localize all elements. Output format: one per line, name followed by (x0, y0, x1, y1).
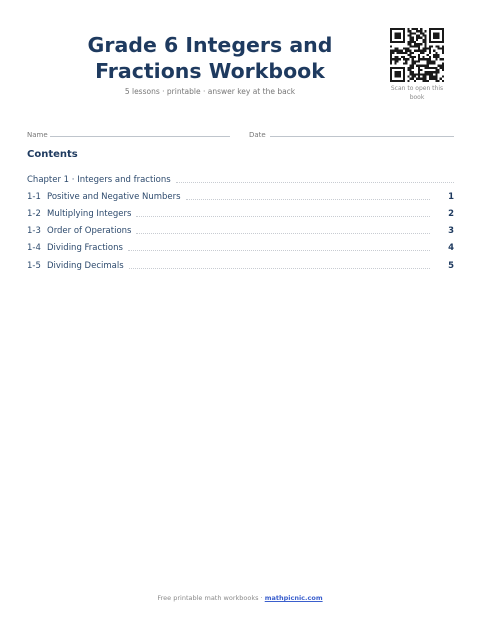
footer-link[interactable]: mathpicnic.com (264, 594, 323, 602)
toc-entry-1-1[interactable] (27, 190, 454, 202)
page-number: 4 (448, 243, 454, 253)
page-title (60, 32, 360, 84)
contents-heading: Contents (27, 149, 78, 160)
toc-entry-1-5[interactable] (27, 259, 454, 271)
toc-entry-1-2[interactable] (27, 207, 454, 219)
dotted-leader (136, 216, 430, 217)
chapter-title: Chapter 1 · Integers and fractions (27, 175, 171, 185)
lesson-title: Order of Operations (47, 226, 132, 236)
name-field[interactable] (50, 136, 230, 137)
lesson-number: 1-3 (27, 226, 41, 236)
page-number: 5 (448, 261, 454, 271)
qr-caption-line-1: Scan to open this (390, 85, 444, 92)
dotted-leader (176, 182, 454, 183)
qr-caption (382, 85, 452, 102)
lesson-number: 1-4 (27, 243, 41, 253)
chapter-heading (27, 173, 454, 185)
lesson-title: Positive and Negative Numbers (47, 192, 181, 202)
lesson-number: 1-2 (27, 209, 41, 219)
subtitle: 5 lessons · printable · answer key at the back (124, 87, 296, 96)
lesson-number: 1-1 (27, 192, 41, 202)
lesson-number: 1-5 (27, 261, 41, 271)
page-number: 1 (448, 192, 454, 202)
qr-code-icon[interactable] (390, 28, 444, 82)
page-number: 2 (448, 209, 454, 219)
dotted-leader (128, 250, 430, 251)
title-line-2: Fractions Workbook (95, 59, 325, 83)
dotted-leader (136, 233, 430, 234)
date-field[interactable] (270, 136, 454, 137)
title-line-1: Grade 6 Integers and (87, 33, 333, 57)
lesson-title: Dividing Decimals (47, 261, 124, 271)
qr-caption-line-2: book (409, 93, 425, 101)
page-number: 3 (448, 226, 454, 236)
date-label: Date (249, 131, 266, 139)
dotted-leader (186, 199, 430, 200)
toc-entry-1-3[interactable] (27, 224, 454, 236)
footer (0, 594, 480, 602)
dotted-leader (129, 268, 430, 269)
qr-modules (390, 28, 444, 82)
footer-text: Free printable math workbooks · (157, 594, 265, 602)
name-label: Name (27, 131, 48, 139)
toc-entry-1-4[interactable] (27, 241, 454, 253)
lesson-title: Dividing Fractions (47, 243, 123, 253)
lesson-title: Multiplying Integers (47, 209, 132, 219)
